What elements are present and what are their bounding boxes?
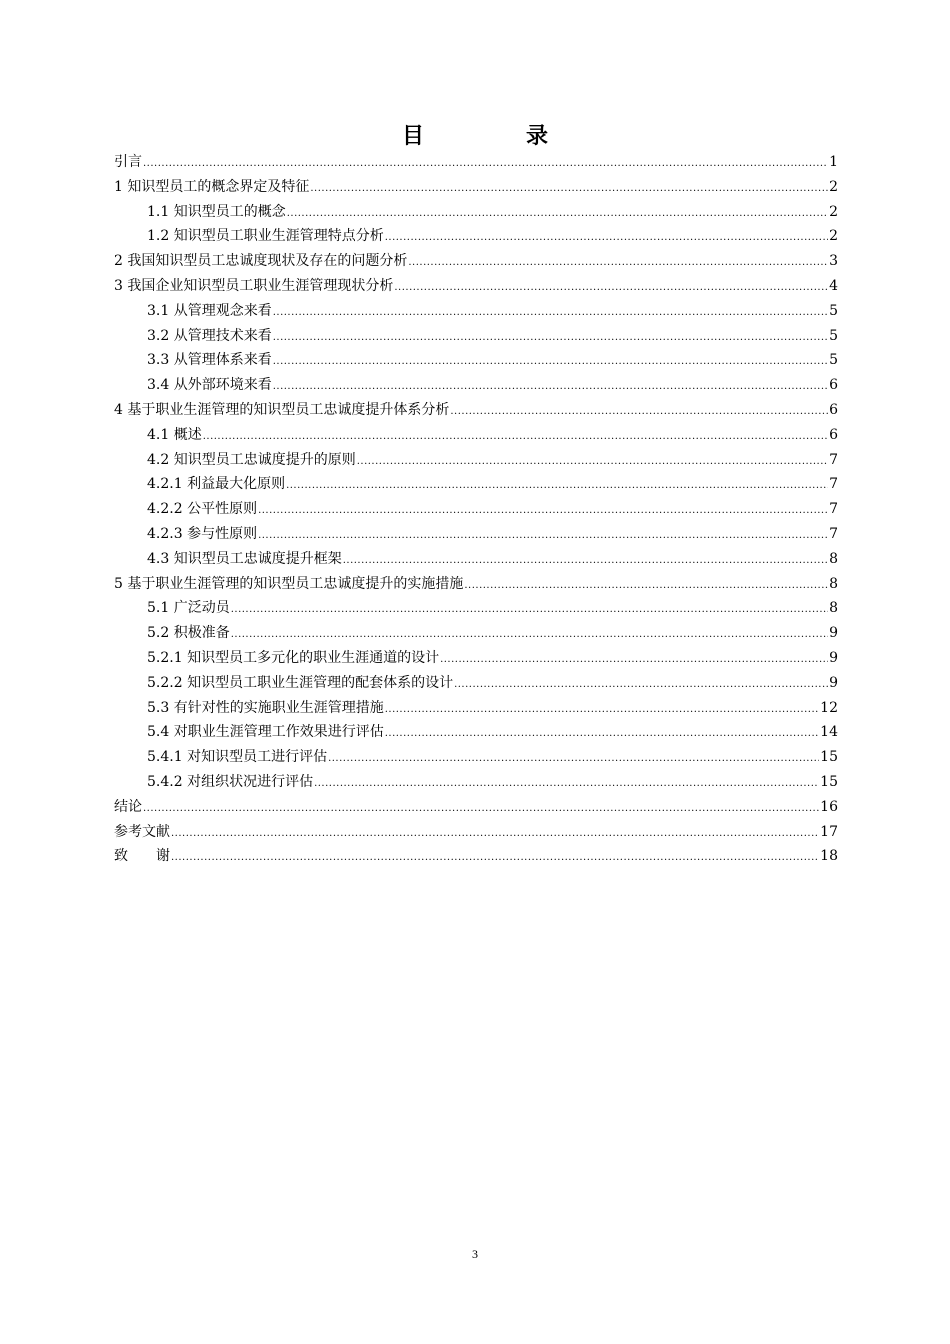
toc-dot-leader: [273, 375, 828, 400]
toc-dot-leader: [231, 598, 828, 623]
toc-entry[interactable]: [114, 224, 838, 249]
toc-entry-page: 7: [829, 476, 838, 493]
toc-dot-leader: [314, 772, 819, 797]
toc-entry[interactable]: [114, 646, 838, 671]
toc-entry-label: 3.3 从管理体系来看: [147, 352, 272, 369]
toc-dot-leader: [273, 326, 828, 351]
toc-entry-label: 5.4.1 对知识型员工进行评估: [147, 749, 328, 766]
toc-dot-leader: [385, 722, 819, 747]
toc-entry[interactable]: [114, 497, 838, 522]
toc-entry[interactable]: [114, 423, 838, 448]
toc-entry-page: 8: [829, 575, 838, 592]
toc-entry-label: 4.3 知识型员工忠诚度提升框架: [147, 550, 342, 567]
toc-entry-label: 4.1 概述: [147, 426, 202, 443]
toc-entry-page: 9: [829, 674, 838, 691]
toc-entry[interactable]: [114, 745, 838, 770]
page-number: 3: [472, 1247, 478, 1261]
toc-entry-label: 致 谢: [114, 848, 170, 865]
toc-entry[interactable]: [114, 373, 838, 398]
toc-entry[interactable]: [114, 820, 838, 845]
toc-entry-label: 5.3 有针对性的实施职业生涯管理措施: [147, 699, 384, 716]
toc-dot-leader: [450, 400, 828, 425]
toc-dot-leader: [385, 698, 819, 723]
toc-entry-label: 3.1 从管理观念来看: [147, 302, 272, 319]
toc-entry-label: 4.2.2 公平性原则: [147, 501, 258, 518]
toc-dot-leader: [143, 797, 819, 822]
toc-dot-leader: [310, 177, 828, 202]
toc-entry-page: 9: [829, 649, 838, 666]
toc-entry[interactable]: [114, 448, 838, 473]
toc-entry[interactable]: [114, 795, 838, 820]
toc-entry-label: 5.4 对职业生涯管理工作效果进行评估: [147, 724, 384, 741]
toc-dot-leader: [171, 822, 819, 847]
toc-entry[interactable]: [114, 249, 838, 274]
toc-entry-page: 6: [829, 401, 838, 418]
toc-entry-label: 3.4 从外部环境来看: [147, 377, 272, 394]
toc-entry-label: 2 我国知识型员工忠诚度现状及存在的问题分析: [114, 253, 408, 270]
toc-dot-leader: [287, 202, 828, 227]
toc-entry-label: 5.2 积极准备: [147, 625, 230, 642]
toc-entry-page: 2: [829, 228, 838, 245]
toc-title: 目 录: [401, 123, 588, 149]
toc-entry-page: 2: [829, 203, 838, 220]
toc-entry[interactable]: [114, 547, 838, 572]
toc-dot-leader: [258, 499, 828, 524]
toc-entry-page: 16: [820, 798, 838, 815]
toc-entry-label: 3 我国企业知识型员工职业生涯管理现状分析: [114, 277, 394, 294]
toc-entry-label: 5.1 广泛动员: [147, 600, 230, 617]
toc-entry-label: 4 基于职业生涯管理的知识型员工忠诚度提升体系分析: [114, 401, 450, 418]
toc-entry-label: 1 知识型员工的概念界定及特征: [114, 178, 310, 195]
toc-entry-page: 15: [820, 749, 838, 766]
toc-entry[interactable]: [114, 299, 838, 324]
toc-dot-leader: [258, 524, 828, 549]
toc-entry[interactable]: [114, 274, 838, 299]
toc-entry-label: 3.2 从管理技术来看: [147, 327, 272, 344]
toc-entry-page: 5: [829, 327, 838, 344]
toc-dot-leader: [286, 474, 828, 499]
toc-entry-label: 5 基于职业生涯管理的知识型员工忠诚度提升的实施措施: [114, 575, 464, 592]
toc-entry-label: 引言: [114, 154, 142, 170]
toc-entry-label: 1.2 知识型员工职业生涯管理特点分析: [147, 228, 384, 245]
toc-entry[interactable]: [114, 175, 838, 200]
toc-entry[interactable]: [114, 572, 838, 597]
toc-entry-label: 参考文献: [114, 823, 170, 840]
toc-entry-page: 6: [829, 377, 838, 394]
toc-dot-leader: [394, 276, 828, 301]
toc-entry[interactable]: [114, 770, 838, 795]
toc-dot-leader: [143, 152, 828, 177]
toc-entry-page: 2: [829, 178, 838, 195]
toc-entry[interactable]: [114, 522, 838, 547]
toc-entry-page: 8: [829, 600, 838, 617]
toc-entry[interactable]: [114, 472, 838, 497]
toc-entry-label: 4.2.3 参与性原则: [147, 525, 258, 542]
toc-entry[interactable]: [114, 398, 838, 423]
toc-entry-page: 7: [829, 451, 838, 468]
toc-entry-page: 1: [829, 154, 838, 170]
toc-dot-leader: [464, 574, 828, 599]
toc-entry-label: 5.2.1 知识型员工多元化的职业生涯通道的设计: [147, 649, 440, 666]
toc-dot-leader: [440, 648, 828, 673]
toc-dot-leader: [231, 623, 828, 648]
toc-entry-page: 6: [829, 426, 838, 443]
toc-entry-page: 3: [829, 253, 838, 270]
toc-entry[interactable]: [114, 324, 838, 349]
toc-entry-label: 4.2.1 利益最大化原则: [147, 476, 286, 493]
toc-entry[interactable]: [114, 621, 838, 646]
toc-dot-leader: [328, 747, 819, 772]
toc-entry[interactable]: [114, 596, 838, 621]
toc-dot-leader: [408, 251, 828, 276]
toc-entry-page: 4: [829, 277, 838, 294]
toc-entry[interactable]: [114, 720, 838, 745]
toc-dot-leader: [385, 226, 828, 251]
toc-dot-leader: [357, 450, 828, 475]
toc-entry-page: 7: [829, 501, 838, 518]
toc-dot-leader: [273, 301, 828, 326]
toc-dot-leader: [343, 549, 828, 574]
toc-entry-page: 7: [829, 525, 838, 542]
toc-entry[interactable]: [114, 200, 838, 225]
toc-entry-page: 18: [820, 848, 838, 865]
toc-entry[interactable]: [114, 348, 838, 373]
toc-entry[interactable]: [114, 844, 838, 869]
toc-entry-label: 1.1 知识型员工的概念: [147, 203, 286, 220]
toc-entry[interactable]: [114, 150, 838, 175]
toc-entry-page: 9: [829, 625, 838, 642]
toc-entry-page: 5: [829, 302, 838, 319]
toc-entry-label: 5.4.2 对组织状况进行评估: [147, 773, 314, 790]
toc-entry-page: 5: [829, 352, 838, 369]
toc-entry-page: 17: [820, 823, 838, 840]
toc-entry[interactable]: [114, 671, 838, 696]
toc-entry-page: 8: [829, 550, 838, 567]
toc-entry-label: 5.2.2 知识型员工职业生涯管理的配套体系的设计: [147, 674, 454, 691]
toc-dot-leader: [203, 425, 828, 450]
toc-entry-label: 结论: [114, 798, 142, 815]
table-of-contents: [114, 150, 838, 869]
toc-entry[interactable]: [114, 696, 838, 721]
toc-dot-leader: [454, 673, 828, 698]
toc-entry-page: 15: [820, 773, 838, 790]
toc-dot-leader: [171, 846, 819, 871]
toc-entry-page: 14: [820, 724, 838, 741]
toc-entry-page: 12: [820, 699, 838, 716]
toc-dot-leader: [273, 350, 828, 375]
toc-entry-label: 4.2 知识型员工忠诚度提升的原则: [147, 451, 356, 468]
